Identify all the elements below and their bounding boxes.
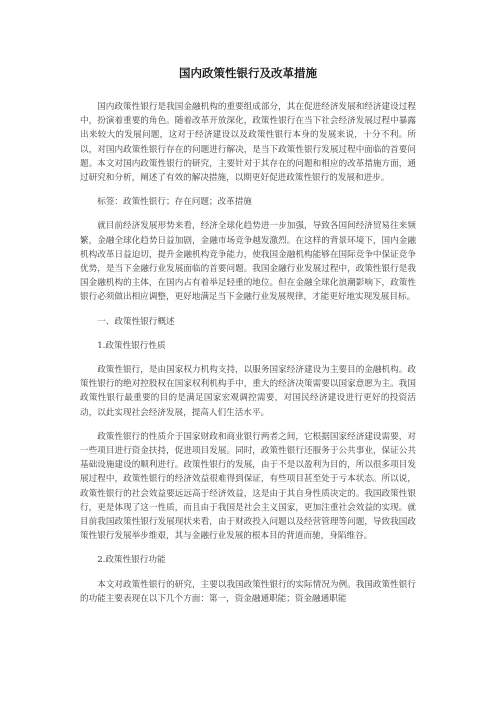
section-heading-1: 一、政策性银行概述	[97, 316, 175, 327]
keywords-line: 标签：政策性银行；存在问题；改革措施	[97, 197, 252, 208]
body-paragraph-3: 本文对政策性银行的研究，主要以我国政策性银行的实际情况为例。我国政策性银行的功能主要表现在以下几个方面：第一，资金融通职能；资金融通职能	[80, 579, 416, 604]
document-title: 国内政策性银行及改革措施	[179, 66, 317, 80]
subsection-heading-1: 1.政策性银行性质	[97, 340, 166, 351]
intro-paragraph: 就目前经济发展形势来看，经济全球化趋势进一步加强，导致各国间经济贸易往来频繁，金融全球化趋势日益加剧，金融市场竞争越发激烈。在这样的背景环境下，国内金融机构改革日益迫切，提升金融机构竞争能力，使我国金融机构能够在国际竞争中保证竞争优势，是当下金融行业发展面临的首要问题。我国金融行业发展过程中，政策性银行是我国金融机构的主体，在国内占有着举足轻重的地位。但在金融全球化浪潮影响下，政策性银行必须做出相应调整，更好地满足当下金融行业发展规律，才能更好地实现发展目标。	[80, 221, 416, 303]
subsection-heading-2: 2.政策性银行功能	[97, 555, 166, 566]
body-paragraph-1: 政策性银行，是由国家权力机构支持，以服务国家经济建设为主要目的金融机构。政策性银行的绝对控股权在国家权利机构手中，重大的经济决策需要以国家意愿为主。我国政策性银行最重要的目的是满足国家宏观调控需要，对国民经济建设进行更好的投资活动，以此实现社会经济发展，提高人们生活水平。	[80, 365, 416, 418]
body-paragraph-2: 政策性银行的性质介于国家财政和商业银行两者之间，它根据国家经济建设需要，对一些项目进行资金扶持，促进项目发展。同时，政策性银行还服务于公共事业，保证公共基础设施建设的顺利进行。政策性银行的发展，由于不是以盈利为目的，所以很多项目发展过程中，政策性银行的经济效益很难得到保证，有些项目甚至处于亏本状态。所以说，政策性银行的社会效益要远远高于经济效益，这是由于其自身性质决定的。我国政策性银行，更是体现了这一性质，而且由于我国是社会主义国家，更加注重社会效益的实现。就目前我国政策性银行发展现状来看，由于财政投入问题以及经营管理等问题，导致我国政策性银行发展举步维艰，其与金融行业发展的根本目的背道而驰，身陷维谷。	[80, 431, 416, 542]
abstract-paragraph: 国内政策性银行是我国金融机构的重要组成部分，其在促进经济发展和经济建设过程中，扮演着重要的角色。随着改革开放深化，政策性银行在当下社会经济发展过程中暴露出来较大的发展问题，这对于经济建设以及政策性银行本身的发展来说，十分不利。所以，对国内政策性银行存在的问题进行解决，是当下政策性银行发展过程中面临的首要问题。本文对国内政策性银行的研究，主要针对于其存在的问题和相应的改革措施方面，通过研究和分析，阐述了有效的解决措施，以期更好促进政策性银行的发展和进步。	[80, 102, 416, 184]
